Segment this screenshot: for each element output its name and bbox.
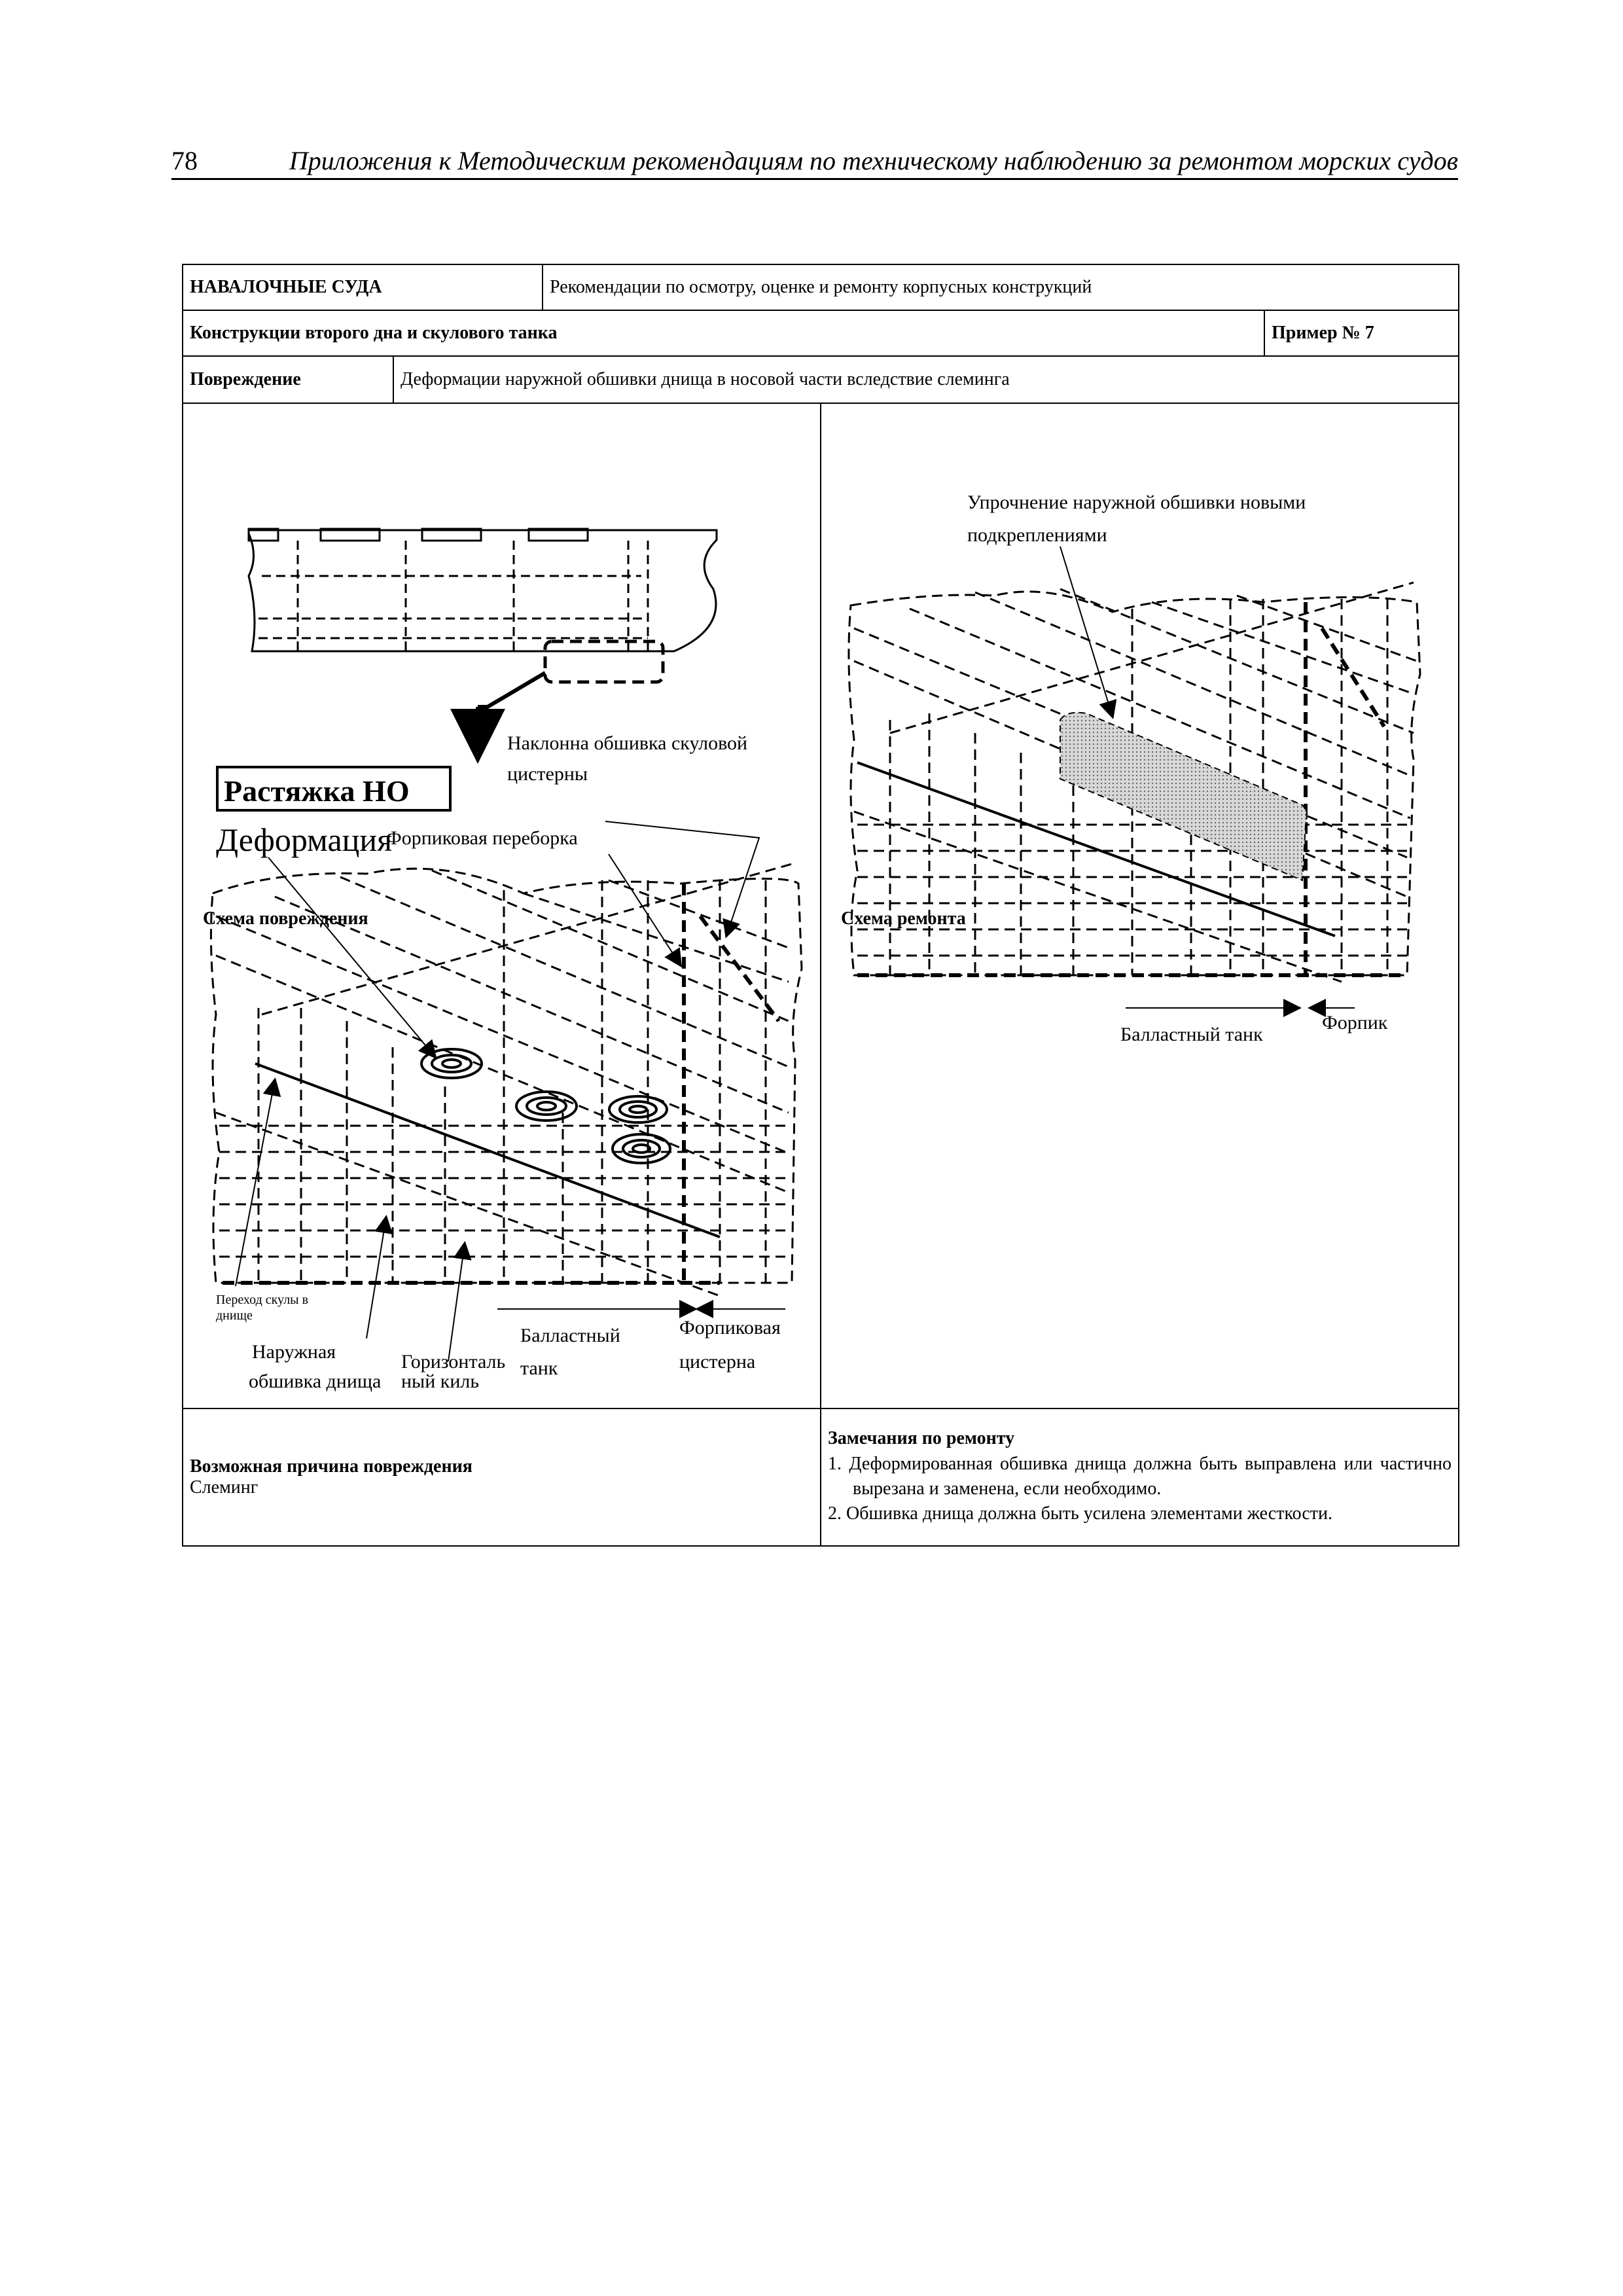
ballast-1: Балластный: [520, 1325, 620, 1346]
repair-notes-title: Замечания по ремонту: [828, 1428, 1015, 1448]
damage-label: Повреждение: [183, 356, 393, 403]
forepeak-label: Форпик: [1322, 1012, 1388, 1033]
recommendation-title: Рекомендации по осмотру, оценке и ремонту корпусных конструкций: [543, 264, 1459, 310]
damage-leader-lines: [236, 821, 785, 1361]
bilge-plating-label-2: цистерны: [507, 763, 588, 785]
running-title: Приложения к Методическим рекомендациям по техническому наблюдению за ремонтом морских судов: [289, 146, 1458, 175]
repair-note-1: 1. Деформированная обшивка днища должна быть выправлена или частично вырезана и заменена, если необходимо.: [828, 1454, 1452, 1499]
bilge-transition-2: днище: [216, 1308, 253, 1323]
keel-2: ный киль: [401, 1371, 480, 1392]
outer-plating-2: обшивка днища: [249, 1371, 382, 1392]
bilge-transition-1: Переход скулы в: [216, 1293, 309, 1307]
ship-type: НАВАЛОЧНЫЕ СУДА: [183, 264, 543, 310]
page-number: 78: [171, 146, 198, 175]
damage-text: Деформации наружной обшивки днища в носовой части вследствие слеминга: [393, 356, 1459, 403]
deformation-label: Деформация: [216, 821, 393, 858]
keel-1: Горизонталь: [401, 1351, 506, 1372]
cause-title: Возможная причина повреждения: [190, 1456, 473, 1477]
forepeak-tank-1: Форпиковая: [679, 1317, 781, 1338]
ballast-2: танк: [520, 1357, 558, 1379]
outer-plating-1: Наружная: [252, 1341, 336, 1363]
repair-scheme-title: Схема ремонта: [841, 908, 966, 929]
reinforcement-label-2: подкреплениями: [967, 524, 1107, 546]
forepeak-bulkhead-label: Форпиковая переборка: [386, 827, 578, 849]
reinforcement-patch: [1060, 713, 1307, 880]
deformation-rings: [421, 1049, 670, 1163]
bilge-plating-label-1: Наклонна обшивка скуловой: [507, 732, 748, 754]
cause-text: Слеминг: [190, 1477, 259, 1498]
repair-note-2: 2. Обшивка днища должна быть усилена элементами жесткости.: [828, 1503, 1332, 1524]
ballast-tank-label: Балластный танк: [1120, 1024, 1263, 1045]
forepeak-tank-2: цистерна: [679, 1351, 756, 1372]
ship-side-sketch: [249, 529, 717, 756]
reinforcement-label-1: Упрочнение наружной обшивки новыми: [967, 492, 1306, 513]
damage-scheme-title: Схема повреждения: [203, 908, 368, 929]
example-number: Пример № 7: [1264, 310, 1459, 356]
stretch-box-label: Растяжка НО: [224, 774, 410, 808]
structure-name: Конструкции второго дна и скулового танка: [183, 310, 1264, 356]
